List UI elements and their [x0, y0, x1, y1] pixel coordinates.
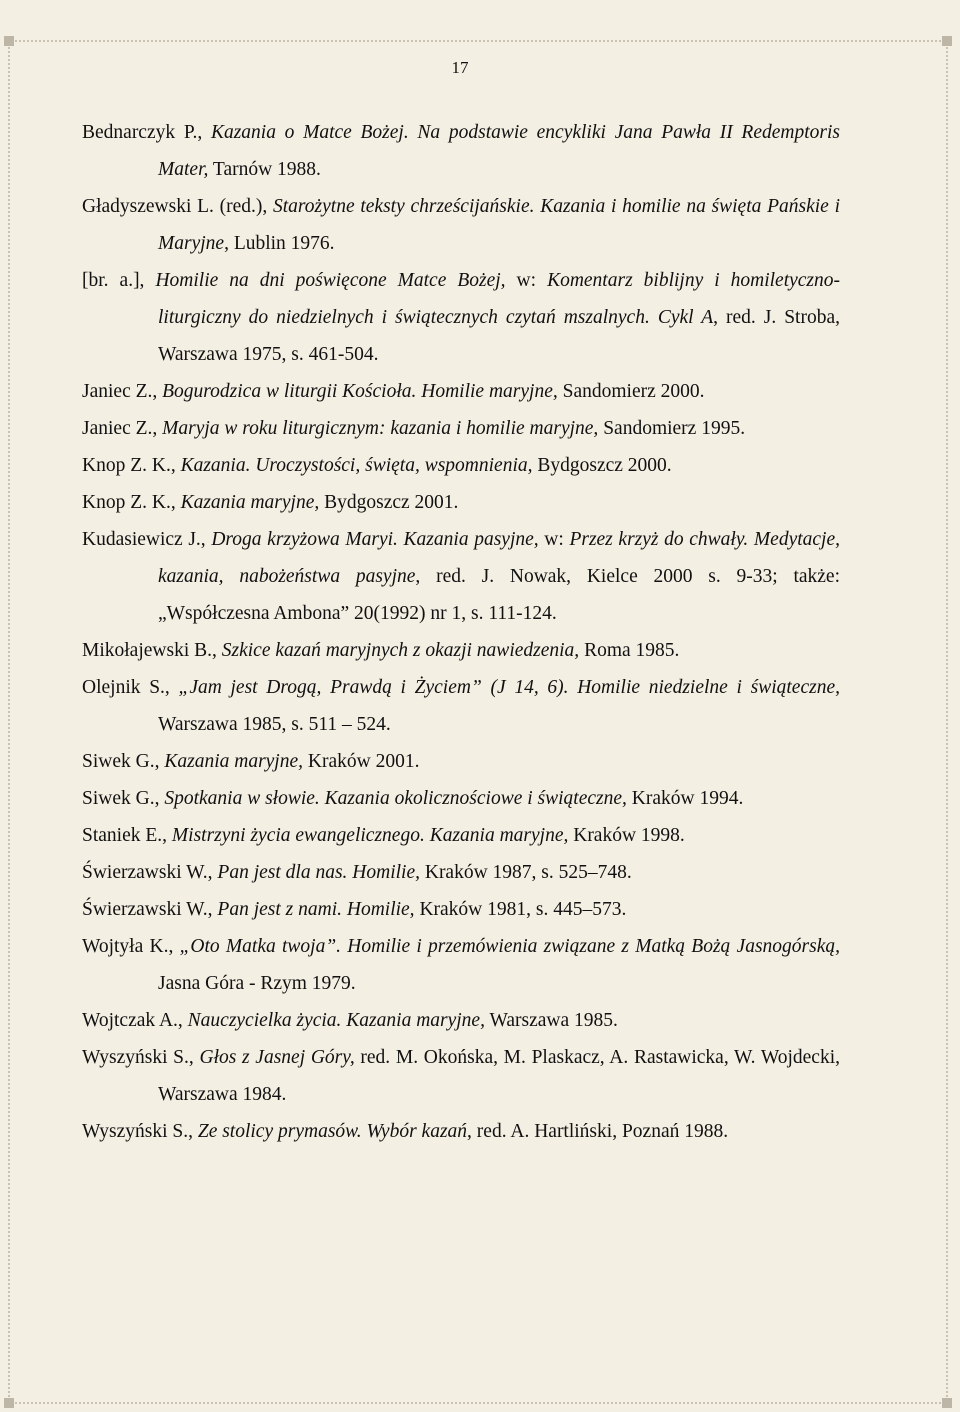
entry-text: Tarnów 1988. [208, 159, 321, 180]
bibliography-entry [82, 817, 840, 854]
entry-text: Roma 1985. [579, 640, 680, 661]
entry-text: [br. a.], [82, 270, 156, 291]
corner-mark-top-right [942, 36, 952, 46]
entry-text: Wyszyński S., [82, 1047, 200, 1068]
bibliography-entry [82, 188, 840, 262]
entry-text: Kraków 1998. [568, 825, 685, 846]
entry-title-text: Głos z Jasnej Góry, [199, 1047, 355, 1068]
page-number: 17 [451, 58, 469, 77]
entry-text: Olejnik S., [82, 677, 179, 698]
entry-title-text: Bogurodzica w liturgii Kościoła. Homilie maryjne, [162, 381, 558, 402]
entry-text: , Lublin 1976. [224, 233, 335, 254]
entry-text: Kraków 1987, s. 525–748. [419, 862, 632, 883]
entry-text: w: [505, 270, 548, 291]
entry-text: Bydgoszcz 2000. [532, 455, 672, 476]
entry-title-text: Kazania maryjne, [180, 492, 320, 513]
corner-mark-top-left [4, 36, 14, 46]
entry-text: w: [538, 529, 570, 550]
entry-text: red. M. Okońska, M. Plaskacz, A. Rastawicka, W. Wojdecki, Warszawa 1984. [158, 1047, 840, 1105]
entry-title-text: Spotkania w słowie. Kazania okolicznościowe i świąteczne, [164, 788, 627, 809]
entry-text: Knop Z. K., [82, 455, 181, 476]
entry-text: Sandomierz 1995. [598, 418, 746, 439]
bibliography-entry [82, 743, 840, 780]
entry-text: Gładyszewski L. (red.), [82, 196, 274, 217]
entry-title-text: Starożytne teksty chrześcijańskie. Kazania i homilie na święta Pańskie i Maryjne [158, 196, 840, 254]
entry-text: Wojtyła K., [82, 936, 180, 957]
entry-title-text: Mistrzyni życia ewangelicznego. Kazania maryjne, [171, 825, 569, 846]
entry-text: Wyszyński S., [82, 1121, 198, 1142]
entry-title-text: Komentarz biblijny i homiletyczno-liturgiczny do niedzielnych i świątecznych czytań mszalnych. Cykl A [158, 270, 841, 328]
entry-text: Warszawa 1985, s. 511 – 524. [158, 714, 391, 735]
bibliography-entry [82, 928, 840, 1002]
bibliography-entry [82, 447, 840, 484]
entry-title-text: Droga krzyżowa Maryi. Kazania pasyjne, [211, 529, 539, 550]
bibliography-entry [82, 484, 840, 521]
entry-text: Kraków 1994. [626, 788, 744, 809]
entry-text: , red. J. Stroba, Warszawa 1975, s. 461-504. [158, 307, 840, 365]
entry-text: Siwek G., [82, 788, 165, 809]
entry-title-text: Szkice kazań maryjnych z okazji nawiedzenia, [221, 640, 580, 661]
entry-text: , red. A. Hartliński, Poznań 1988. [467, 1121, 729, 1142]
bibliography-entry [82, 780, 840, 817]
bibliography-entry [82, 1039, 840, 1113]
entry-title-text: Kazania maryjne, [164, 751, 304, 772]
entry-title-text: Kazania o Matce Bożej. Na podstawie encykliki Jana Pawła II Redemptoris Mater, [158, 122, 840, 180]
entry-title-text: Przez krzyż do chwały. Medytacje, kazania, nabożeństwa pasyjne [158, 529, 841, 587]
corner-mark-bottom-right [942, 1398, 952, 1408]
entry-title-text: Nauczycielka życia. Kazania maryjne, [187, 1010, 485, 1031]
entry-text: Jasna Góra - Rzym 1979. [158, 973, 356, 994]
entry-title-text: Maryja w roku liturgicznym: kazania i homilie maryjne, [162, 418, 599, 439]
entry-title-text: „Jam jest Drogą, Prawdą i Życiem” (J 14, 6). Homilie niedzielne i świąteczne, [178, 677, 840, 698]
entry-text: Świerzawski W., [82, 862, 218, 883]
entry-text: Mikołajewski B., [82, 640, 222, 661]
entry-title-text: Pan jest dla nas. Homilie, [217, 862, 420, 883]
entry-text: Staniek E., [82, 825, 172, 846]
entry-title-text: Kazania. Uroczystości, święta, wspomnienia, [180, 455, 533, 476]
bibliography-entry [82, 1113, 840, 1150]
entry-text: Kudasiewicz J., [82, 529, 212, 550]
entry-text: Kraków 1981, s. 445–573. [414, 899, 627, 920]
entry-text: Kraków 2001. [303, 751, 420, 772]
entry-title-text: „Oto Matka twoja”. Homilie i przemówienia związane z Matką Bożą Jasnogórską, [179, 936, 840, 957]
entry-text: Knop Z. K., [82, 492, 181, 513]
entry-text: Sandomierz 2000. [557, 381, 705, 402]
entry-text: , red. J. Nowak, Kielce 2000 s. 9-33; także: „Współczesna Ambona” 20(1992) nr 1, s. 111-124. [158, 566, 840, 624]
corner-mark-bottom-left [4, 1398, 14, 1408]
bibliography-entry [82, 1002, 840, 1039]
entry-title-text: Ze stolicy prymasów. Wybór kazań [197, 1121, 468, 1142]
bibliography-entry [82, 891, 840, 928]
entry-title-text: Pan jest z nami. Homilie, [217, 899, 415, 920]
entry-text: Świerzawski W., [82, 899, 218, 920]
entry-text: Janiec Z., [82, 418, 163, 439]
entry-text: Bednarczyk P., [82, 122, 211, 143]
entry-title-text: Homilie na dni poświęcone Matce Bożej, [155, 270, 506, 291]
entry-text: Siwek G., [82, 751, 165, 772]
bibliography-entry [82, 410, 840, 447]
bibliography-entry [82, 262, 840, 373]
bibliography-entry [82, 632, 840, 669]
bibliography-entry [82, 521, 840, 632]
bibliography-entry [82, 854, 840, 891]
bibliography-entry [82, 669, 840, 743]
bibliography-list [82, 114, 840, 1150]
entry-text: Wojtczak A., [82, 1010, 188, 1031]
entry-text: Janiec Z., [82, 381, 163, 402]
bibliography-entry [82, 373, 840, 410]
entry-text: Bydgoszcz 2001. [319, 492, 459, 513]
entry-text: Warszawa 1985. [484, 1010, 618, 1031]
bibliography-entry [82, 114, 840, 188]
